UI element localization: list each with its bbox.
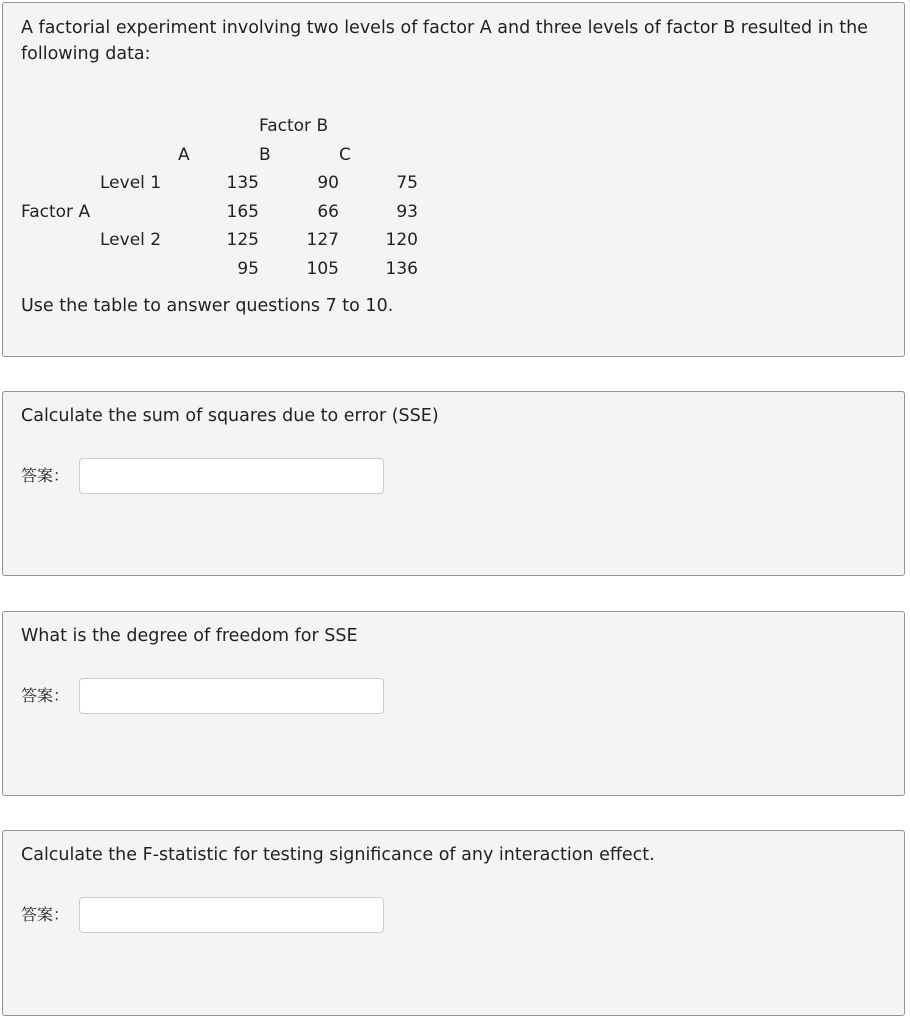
question-info-card [2, 2, 905, 357]
level-2-label: Level 2 [100, 230, 162, 250]
table-cell: 95 [237, 259, 259, 279]
answer-label: 答案： [21, 466, 70, 485]
factor-a-label: Factor A [21, 202, 91, 222]
question-text: Calculate the F-statistic for testing significance of any interaction effect. [21, 845, 655, 865]
question-card-sse [2, 391, 905, 576]
answer-label: 答案： [21, 686, 70, 705]
question-text: Calculate the sum of squares due to error (SSE) [21, 406, 439, 426]
table-cell: 90 [317, 173, 339, 193]
answer-input-f-statistic[interactable] [79, 897, 384, 933]
table-cell: 127 [306, 230, 339, 250]
table-cell: 165 [226, 202, 259, 222]
level-1-label: Level 1 [100, 173, 162, 193]
question-text: What is the degree of freedom for SSE [21, 626, 358, 646]
table-cell: 66 [317, 202, 339, 222]
question-card-df [2, 611, 905, 796]
answer-input-df[interactable] [79, 678, 384, 714]
table-cell: 75 [396, 173, 418, 193]
table-cell: 136 [385, 259, 418, 279]
table-cell: 105 [306, 259, 339, 279]
table-cell: 120 [385, 230, 418, 250]
column-header-b: B [259, 145, 271, 165]
answer-input-sse[interactable] [79, 458, 384, 494]
question-card-f-statistic [2, 830, 905, 1016]
instruction-text: Use the table to answer questions 7 to 10. [21, 296, 394, 316]
answer-label: 答案： [21, 905, 70, 924]
intro-text: A factorial experiment involving two levels of factor A and three levels of factor B resulted in the following data: [21, 18, 868, 64]
column-header-a: A [178, 145, 190, 165]
table-cell: 135 [226, 173, 259, 193]
table-cell: 93 [396, 202, 418, 222]
factor-b-header: Factor B [259, 116, 329, 136]
table-cell: 125 [226, 230, 259, 250]
column-header-c: C [339, 145, 351, 165]
